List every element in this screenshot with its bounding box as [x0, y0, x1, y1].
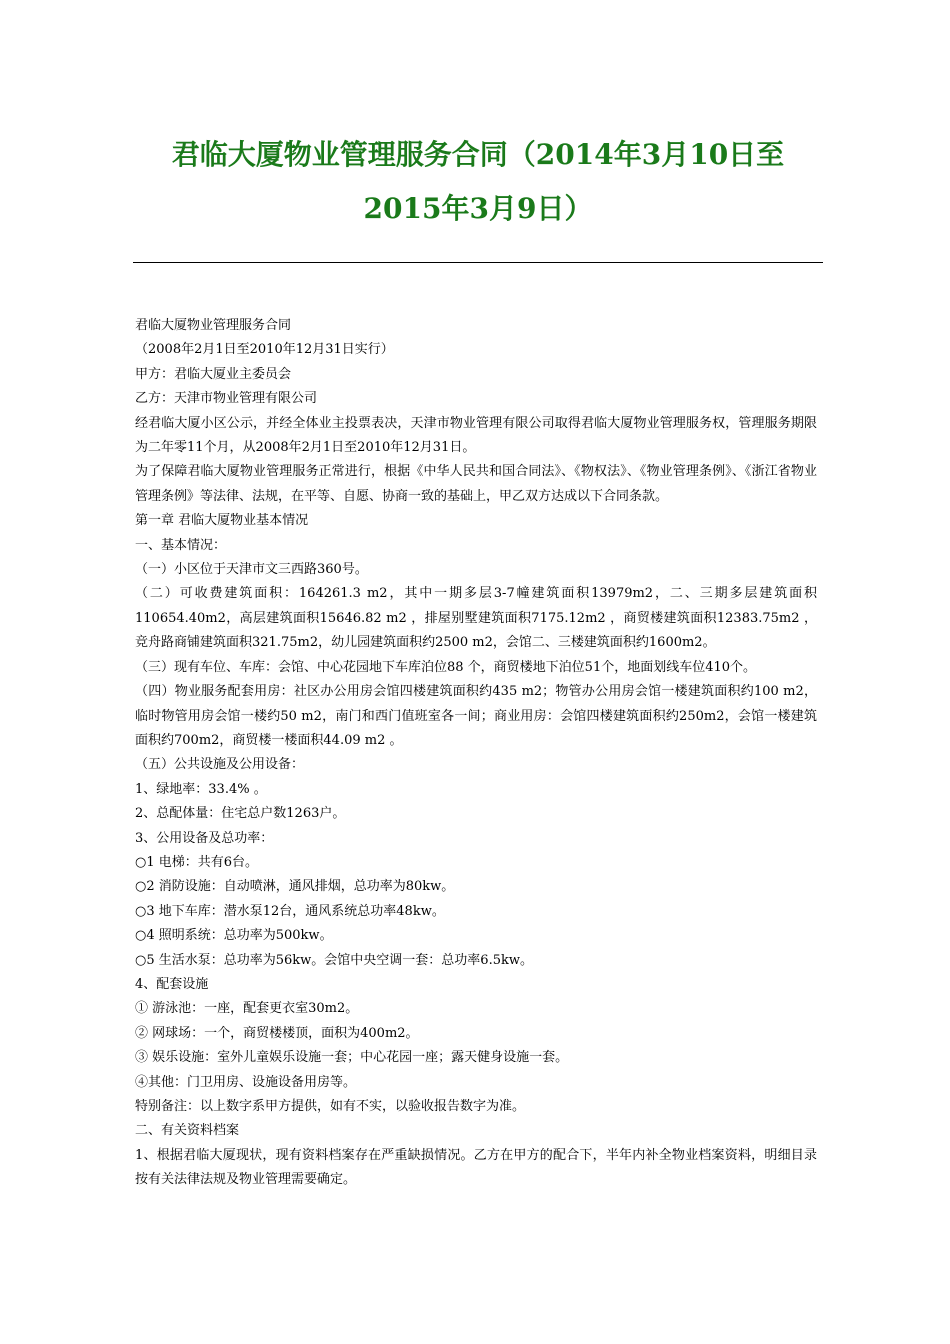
- facility-item: ① 游泳池：一座，配套更衣室30m2。: [135, 1001, 359, 1017]
- document-title: 君临大厦物业管理服务合同（2014年3月10日至2015年3月9日）: [171, 138, 785, 225]
- list-item: 1、绿地率：33.4% 。: [135, 781, 267, 797]
- party-a: 甲方：君临大厦业主委员会: [135, 366, 292, 382]
- document-body: [135, 314, 817, 1193]
- clause-item: （五）公共设施及公用设备：: [135, 757, 305, 773]
- section-heading: 一、基本情况：: [135, 537, 227, 553]
- list-item: 3、公用设备及总功率：: [135, 830, 274, 846]
- equipment-item: ○1 电梯：共有6台。: [135, 854, 259, 870]
- clause-item: （一）小区位于天津市文三西路360号。: [135, 562, 368, 578]
- clause-item: 1、根据君临大厦现状，现有资料档案存在严重缺损情况。乙方在甲方的配合下，半年内补全物业档案资料，明细目录按有关法律法规及物业管理需要确定。: [135, 1147, 817, 1188]
- facility-item: ④其他：门卫用房、设施设备用房等。: [135, 1074, 357, 1090]
- list-item: 4、配套设施: [135, 976, 209, 992]
- party-b: 乙方：天津市物业管理有限公司: [135, 391, 318, 407]
- equipment-item: ○2 消防设施：自动喷淋，通风排烟，总功率为80kw。: [135, 879, 455, 895]
- contract-name: 君临大厦物业管理服务合同: [135, 318, 292, 333]
- equipment-item: ○4 照明系统：总功率为500kw。: [135, 928, 333, 944]
- section-heading: 二、有关资料档案: [135, 1123, 240, 1139]
- title-divider: [133, 262, 823, 263]
- equipment-item: ○5 生活水泵：总功率为56kw。会馆中央空调一套：总功率6.5kw。: [135, 952, 533, 968]
- chapter-heading: 第一章 君临大厦物业基本情况: [135, 513, 309, 529]
- preamble-paragraph: 经君临大厦小区公示，并经全体业主投票表决，天津市物业管理有限公司取得君临大厦物业管理服务权，管理服务期限为二年零11个月，从2008年2月1日至2010年12月31日。: [135, 415, 817, 456]
- clause-item: （二）可收费建筑面积：164261.3 m2，其中一期多层3-7幢建筑面积13979m2，二、三期多层建筑面积110654.40m2，高层建筑面积15646.82 m2 ，排屋别墅建筑面积7175.12m2 ，商贸楼建筑面积12383.75m2 ，竞舟路商铺建筑面积321.75m2，幼儿园建筑面积约2500 m2，会馆二、三楼建筑面积约1600m2。: [135, 586, 817, 651]
- effective-period: （2008年2月1日至2010年12月31日实行）: [135, 342, 394, 358]
- equipment-item: ○3 地下车库：潜水泵12台，通风系统总功率48kw。: [135, 903, 445, 919]
- preamble-paragraph: 为了保障君临大厦物业管理服务正常进行，根据《中华人民共和国合同法》、《物权法》、《物业管理条例》、《浙江省物业管理条例》等法律、法规，在平等、自愿、协商一致的基础上，甲乙双方达成以下合同条款。: [135, 464, 817, 504]
- clause-item: （四）物业服务配套用房：社区办公用房会馆四楼建筑面积约435 m2；物管办公用房会馆一楼建筑面积约100 m2，临时物管用房会馆一楼约50 m2，南门和西门值班室各一间；商业用房：会馆四楼建筑面积约250m2，会馆一楼建筑面积约700m2，商贸楼一楼面积44.09 m2 。: [135, 684, 817, 748]
- list-item: 2、总配体量：住宅总户数1263户。: [135, 806, 346, 822]
- special-note: 特别备注：以上数字系甲方提供，如有不实，以验收报告数字为准。: [135, 1099, 526, 1114]
- facility-item: ③ 娱乐设施：室外儿童娱乐设施一套；中心花园一座；露天健身设施一套。: [135, 1050, 569, 1066]
- facility-item: ② 网球场：一个，商贸楼楼顶，面积为400m2。: [135, 1025, 419, 1041]
- clause-item: （三）现有车位、车库：会馆、中心花园地下车库泊位88 个，商贸楼地下泊位51个，地面划线车位410个。: [135, 659, 757, 675]
